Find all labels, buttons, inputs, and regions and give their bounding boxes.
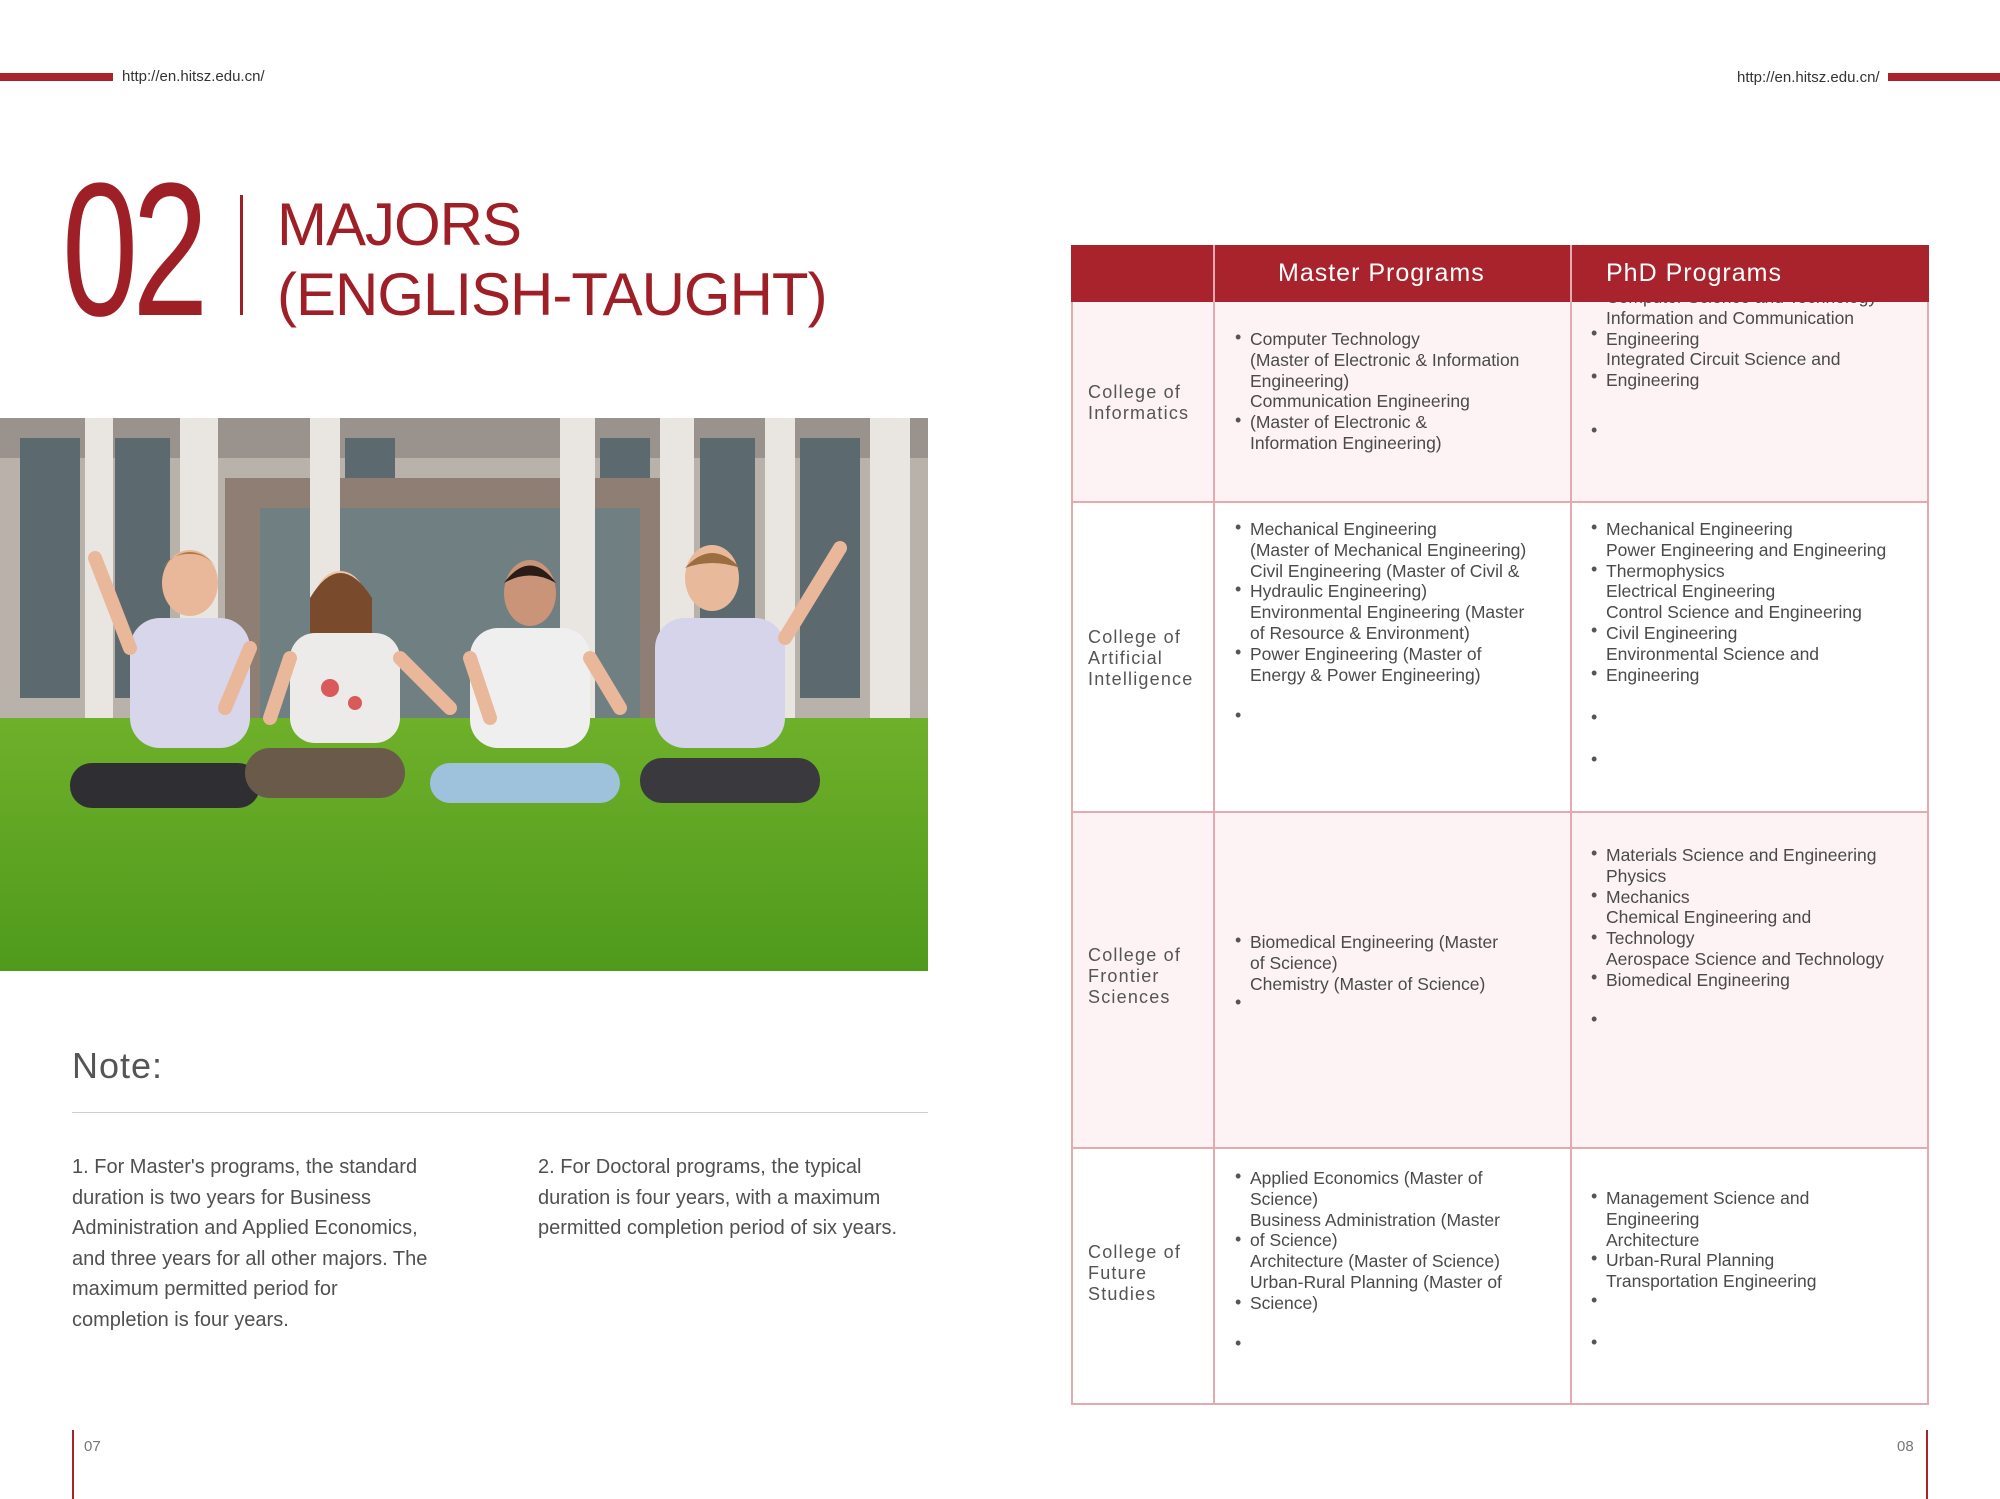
note-line: permitted completion period of six years.: [538, 1217, 898, 1239]
bullet-dot: •: [1235, 992, 1242, 1012]
cell-ai-phd: [1606, 519, 1886, 685]
bullet-dot: •: [1235, 1229, 1242, 1249]
program-item: Mechanical Engineering: [1250, 519, 1437, 539]
cell-frontier-phd: [1606, 845, 1884, 991]
table-header: [1071, 245, 1929, 302]
program-item: Engineering: [1606, 664, 1700, 685]
program-item: Environmental Engineering (Master: [1250, 602, 1525, 623]
table-row-divider: [1071, 1147, 1929, 1149]
college-informatics: [1088, 382, 1189, 424]
url-right[interactable]: http://en.hitsz.edu.cn/: [1737, 69, 1880, 86]
bullet-dot: •: [1235, 642, 1242, 662]
bullet-dot: •: [1591, 620, 1598, 640]
bullet-dot: •: [1591, 707, 1598, 727]
program-item: Control Science and Engineering: [1606, 602, 1862, 623]
program-item: Biomedical Engineering (Master: [1250, 932, 1499, 952]
note-line: duration is two years for Business: [72, 1186, 372, 1209]
bullet-dot: •: [1235, 1166, 1242, 1186]
program-item: Science): [1250, 1188, 1319, 1209]
program-item: Urban-Rural Planning: [1606, 1250, 1775, 1271]
bullet-dot: •: [1235, 517, 1242, 537]
bullet-dot: •: [1235, 1333, 1242, 1353]
bullet-dot: •: [1591, 1332, 1598, 1352]
bullet-dot: •: [1591, 323, 1598, 343]
program-item: Power Engineering and Engineering: [1606, 539, 1887, 560]
program-item: Integrated Circuit Science and: [1606, 349, 1841, 370]
program-item: Science): [1250, 1292, 1319, 1313]
table-border-left: [1071, 302, 1073, 1405]
college-label: College of: [1088, 627, 1182, 647]
program-item: Communication Engineering: [1250, 391, 1470, 412]
bullet-dot: •: [1235, 327, 1242, 347]
program-item: Information Engineering): [1250, 432, 1442, 453]
bullet-dot: •: [1591, 1290, 1598, 1310]
college-label: Informatics: [1088, 403, 1190, 423]
note-divider: [72, 1112, 928, 1113]
program-item: Power Engineering (Master of: [1250, 643, 1482, 664]
program-item: Architecture: [1606, 1229, 1700, 1250]
program-item: Business Administration (Master: [1250, 1209, 1500, 1230]
note-line: and three years for all other majors. The: [72, 1247, 428, 1270]
table-border-bottom: [1071, 1403, 1929, 1405]
header-master: Master Programs: [1278, 259, 1485, 287]
bullet-dot: •: [1235, 930, 1242, 950]
program-item: Chemical Engineering and: [1606, 907, 1812, 928]
college-frontier: [1088, 945, 1181, 1008]
college-label: Intelligence: [1088, 669, 1194, 689]
college-label: Studies: [1088, 1284, 1157, 1304]
college-label: Sciences: [1088, 987, 1171, 1007]
program-item: (Master of Mechanical Engineering): [1250, 539, 1527, 560]
program-item: (Master of Electronic &: [1250, 412, 1427, 433]
bullet-dot: •: [1591, 927, 1598, 947]
note-line: maximum permitted period for: [72, 1278, 338, 1300]
table-col-divider-2: [1570, 245, 1572, 1405]
program-item: of Resource & Environment): [1250, 622, 1470, 643]
program-item: Hydraulic Engineering): [1250, 581, 1428, 602]
program-item: (Master of Electronic & Information: [1250, 349, 1520, 370]
college-label: Artificial: [1088, 648, 1164, 668]
program-item: Civil Engineering: [1606, 622, 1738, 643]
program-item: of Science): [1250, 952, 1338, 973]
page-title: [277, 190, 827, 330]
program-item: Mechanics: [1606, 886, 1690, 907]
title-line-1: MAJORS: [277, 191, 522, 258]
cell-future-master: [1250, 1168, 1502, 1314]
bullet-dot: •: [1591, 1009, 1598, 1029]
program-item: Engineering: [1606, 1208, 1700, 1229]
header-phd: PhD Programs: [1606, 259, 1782, 287]
footer-line-right: [1926, 1430, 1928, 1499]
program-item: Physics: [1606, 865, 1667, 886]
program-item: Information and Communication: [1606, 307, 1855, 328]
program-item: Engineering: [1606, 328, 1700, 349]
program-item: Biomedical Engineering: [1606, 969, 1790, 990]
cell-frontier-master: [1250, 932, 1498, 994]
note-line: duration is four years, with a maximum: [538, 1186, 881, 1209]
note-col-2: [538, 1152, 897, 1244]
program-item: Electrical Engineering: [1606, 581, 1776, 602]
program-item: Thermophysics: [1606, 560, 1725, 581]
url-left[interactable]: http://en.hitsz.edu.cn/: [122, 68, 265, 85]
title-line-2: (ENGLISH-TAUGHT): [277, 261, 827, 328]
note-line: 2. For Doctoral programs, the typical: [538, 1156, 862, 1178]
program-item: Energy & Power Engineering): [1250, 664, 1481, 685]
bullet-dot: •: [1591, 843, 1598, 863]
college-label: College of: [1088, 1242, 1182, 1262]
page-number-left: 07: [84, 1438, 101, 1455]
bullet-dot: •: [1591, 749, 1598, 769]
program-item: Aerospace Science and Technology: [1606, 948, 1884, 969]
table-col-divider-1: [1213, 245, 1215, 1405]
header-bar-right: [1888, 73, 2000, 81]
program-item: Mechanical Engineering: [1606, 519, 1793, 539]
college-label: Frontier: [1088, 966, 1160, 986]
students-photo: [0, 418, 928, 971]
cell-ai-master: [1250, 519, 1526, 685]
bullet-dot: •: [1591, 967, 1598, 987]
bullet-dot: •: [1591, 663, 1598, 683]
cell-future-phd: [1606, 1188, 1816, 1292]
program-item: Chemistry (Master of Science): [1250, 973, 1486, 994]
note-line: Administration and Applied Economics,: [72, 1217, 418, 1239]
note-col-1: [72, 1152, 427, 1335]
program-item: Materials Science and Engineering: [1606, 845, 1877, 865]
bullet-dot: •: [1591, 517, 1598, 537]
program-item: Applied Economics (Master of: [1250, 1168, 1483, 1188]
program-item: Engineering: [1606, 370, 1700, 391]
college-label: College of: [1088, 382, 1182, 402]
bullet-dot: •: [1591, 366, 1598, 386]
program-item: Environmental Science and: [1606, 643, 1820, 664]
bullet-dot: •: [1235, 705, 1242, 725]
table-row-divider: [1071, 501, 1929, 503]
program-item: Transportation Engineering: [1606, 1271, 1817, 1292]
cell-informatics-phd: [1606, 287, 1877, 391]
program-item: Management Science and: [1606, 1188, 1810, 1208]
bullet-dot: •: [1591, 885, 1598, 905]
header-bar-left: [0, 73, 113, 81]
title-divider: [240, 195, 243, 315]
page-number-right: 08: [1897, 1438, 1914, 1455]
programs-table: [1071, 245, 1929, 1405]
section-number: 02: [62, 144, 203, 356]
bullet-dot: •: [1235, 579, 1242, 599]
college-future: [1088, 1242, 1181, 1305]
bullet-dot: •: [1591, 559, 1598, 579]
bullet-dot: •: [1591, 1186, 1598, 1206]
bullet-dot: •: [1235, 410, 1242, 430]
note-line: completion is four years.: [72, 1308, 289, 1331]
bullet-dot: •: [1235, 1292, 1242, 1312]
cell-informatics-master: [1250, 329, 1519, 454]
bullet-dot: •: [1591, 1248, 1598, 1268]
college-label: College of: [1088, 945, 1182, 965]
program-item: Technology: [1606, 928, 1695, 949]
bullet-dot: •: [1591, 420, 1598, 440]
note-line: 1. For Master's programs, the standard: [72, 1156, 418, 1178]
footer-line-left: [72, 1430, 74, 1499]
program-item: Computer Technology: [1250, 329, 1420, 349]
program-item: Civil Engineering (Master of Civil &: [1250, 560, 1520, 581]
college-ai: [1088, 627, 1193, 690]
program-item: Urban-Rural Planning (Master of: [1250, 1271, 1502, 1292]
program-item: of Science): [1250, 1230, 1338, 1251]
table-border-right: [1927, 302, 1929, 1405]
college-label: Future: [1088, 1263, 1148, 1283]
note-title: Note:: [72, 1045, 164, 1086]
table-row-divider: [1071, 811, 1929, 813]
program-item: Engineering): [1250, 370, 1350, 391]
program-item: Architecture (Master of Science): [1250, 1251, 1500, 1272]
